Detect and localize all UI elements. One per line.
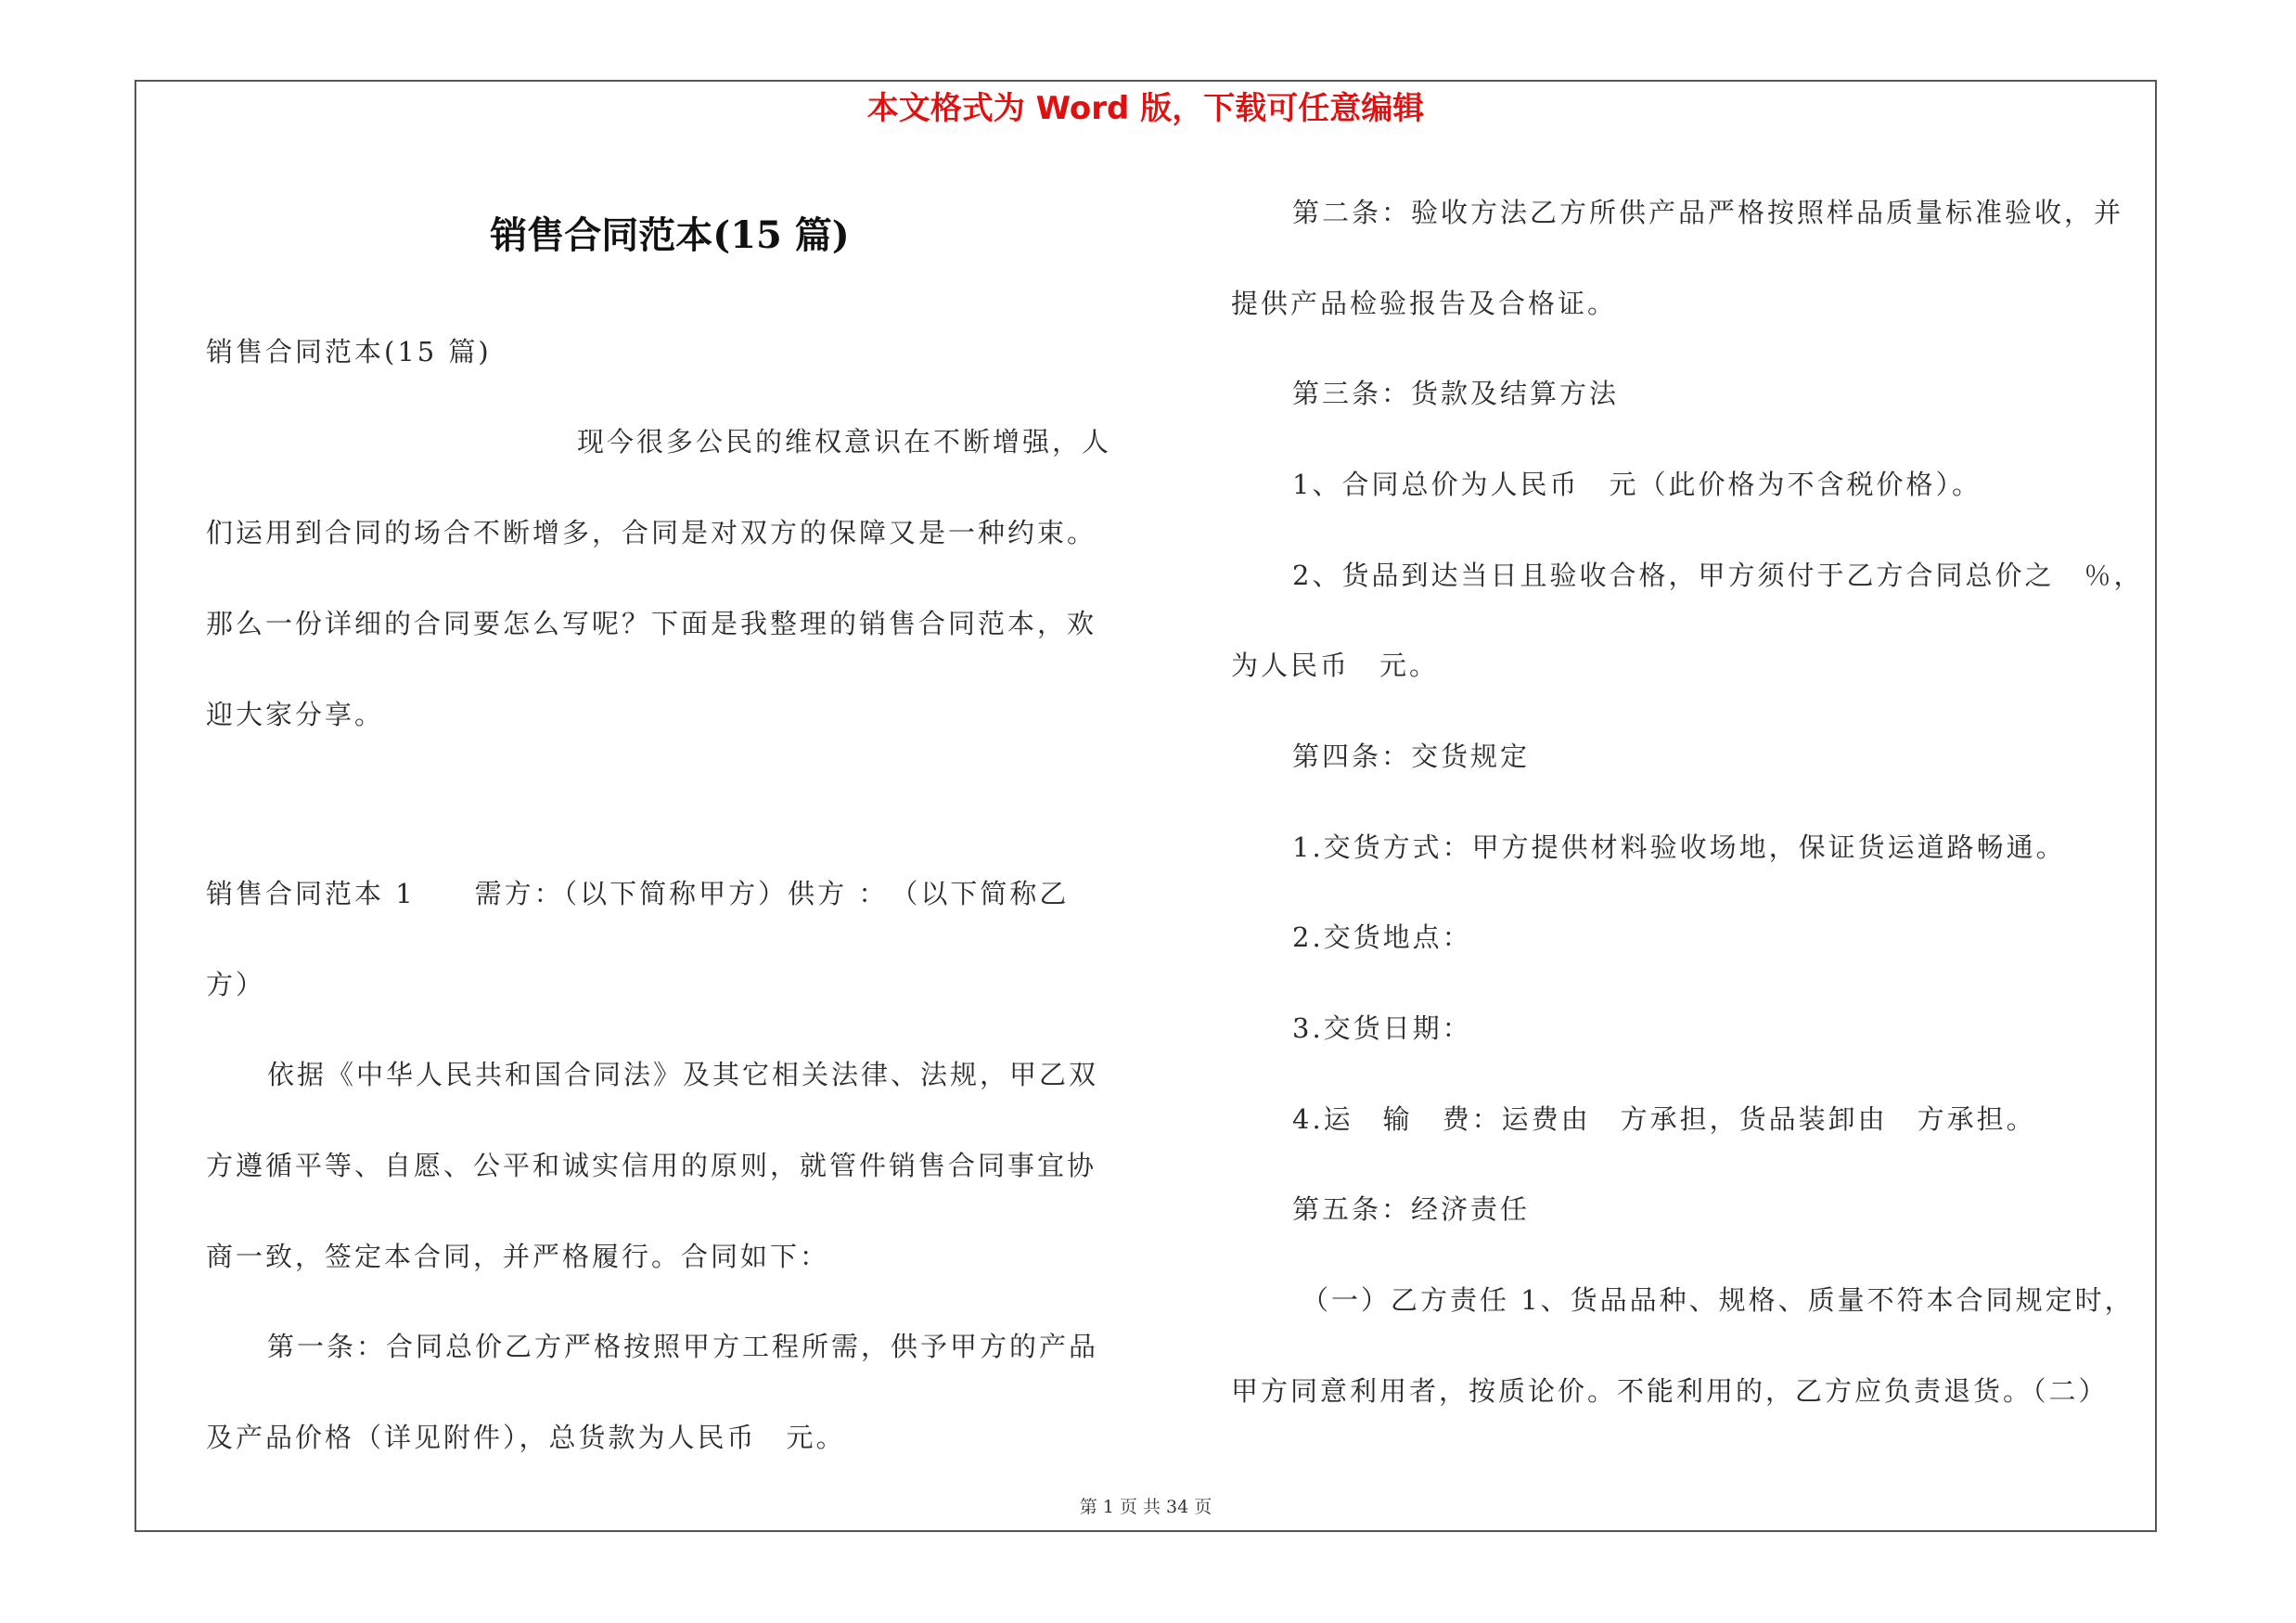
paragraph-line: 现今很多公民的维权意识在不断增强，人 [577, 426, 1112, 457]
paragraph-line: 第五条：经济责任 [1292, 1193, 1531, 1225]
footer-label-total-unit: 页 [1194, 1497, 1212, 1517]
paragraph-line: 那么一份详细的合同要怎么写呢？下面是我整理的销售合同范本，欢 [206, 608, 1097, 639]
paragraph-line: 2、货品到达当日且验收合格，甲方须付于乙方合同总价之 ％， [1292, 560, 2144, 591]
paragraph-line: 4.运 输 费：运费由 方承担，货品装卸由 方承担。 [1292, 1103, 2036, 1135]
paragraph-line: 为人民币 元。 [1231, 650, 1440, 681]
footer-total-pages: 34 [1166, 1497, 1189, 1517]
footer-label-total: 共 [1142, 1497, 1161, 1517]
paragraph-line: 销售合同范本 1 需方：（以下简称甲方）供方 ： （以下简称乙 [206, 878, 1070, 909]
format-banner: 本文格式为 Word 版，下载可任意编辑 [866, 90, 1425, 127]
paragraph-line: 方） [206, 969, 266, 1000]
paragraph-line: 1.交货方式：甲方提供材料验收场地，保证货运道路畅通。 [1292, 831, 2066, 863]
paragraph-line: 商一致，签定本合同，并严格履行。合同如下： [206, 1241, 830, 1272]
paragraph-line: 3.交货日期： [1292, 1012, 1472, 1044]
paragraph-line: 2.交货地点： [1292, 921, 1472, 953]
paragraph-line: 及产品价格（详见附件），总货款为人民币 元。 [206, 1422, 846, 1453]
paragraph-line: 第二条：验收方法乙方所供产品严格按照样品质量标准验收，并 [1292, 197, 2124, 228]
paragraph-line: 迎大家分享。 [206, 699, 385, 730]
footer-page-number: 1 [1102, 1497, 1114, 1517]
footer-label-page-unit: 页 [1119, 1497, 1137, 1517]
paragraph-line: 第一条：合同总价乙方严格按照甲方工程所需，供予甲方的产品 [267, 1331, 1099, 1362]
paragraph-line: 销售合同范本(15 篇) [206, 336, 492, 367]
paragraph-line: 提供产品检验报告及合格证。 [1231, 288, 1618, 319]
paragraph-line: 依据《中华人民共和国合同法》及其它相关法律、法规，甲乙双 [267, 1059, 1099, 1090]
paragraph-line: （一）乙方责任 1、货品品种、规格、质量不符本合同规定时， [1302, 1284, 2135, 1316]
paragraph-line: 1、合同总价为人民币 元（此价格为不含税价格）。 [1292, 469, 1982, 500]
document-title: 销售合同范本(15 篇) [490, 213, 850, 257]
paragraph-line: 甲方同意利用者，按质论价。不能利用的，乙方应负责退货。（二） [1231, 1375, 2109, 1407]
page-footer [135, 1494, 2157, 1520]
paragraph-line: 们运用到合同的场合不断增多，合同是对双方的保障又是一种约束。 [206, 517, 1097, 548]
paragraph-line: 方遵循平等、自愿、公平和诚实信用的原则，就管件销售合同事宜协 [206, 1150, 1097, 1181]
paragraph-line: 第三条：货款及结算方法 [1292, 378, 1620, 409]
paragraph-line: 第四条：交货规定 [1292, 741, 1531, 772]
footer-label-page: 第 [1079, 1497, 1097, 1517]
